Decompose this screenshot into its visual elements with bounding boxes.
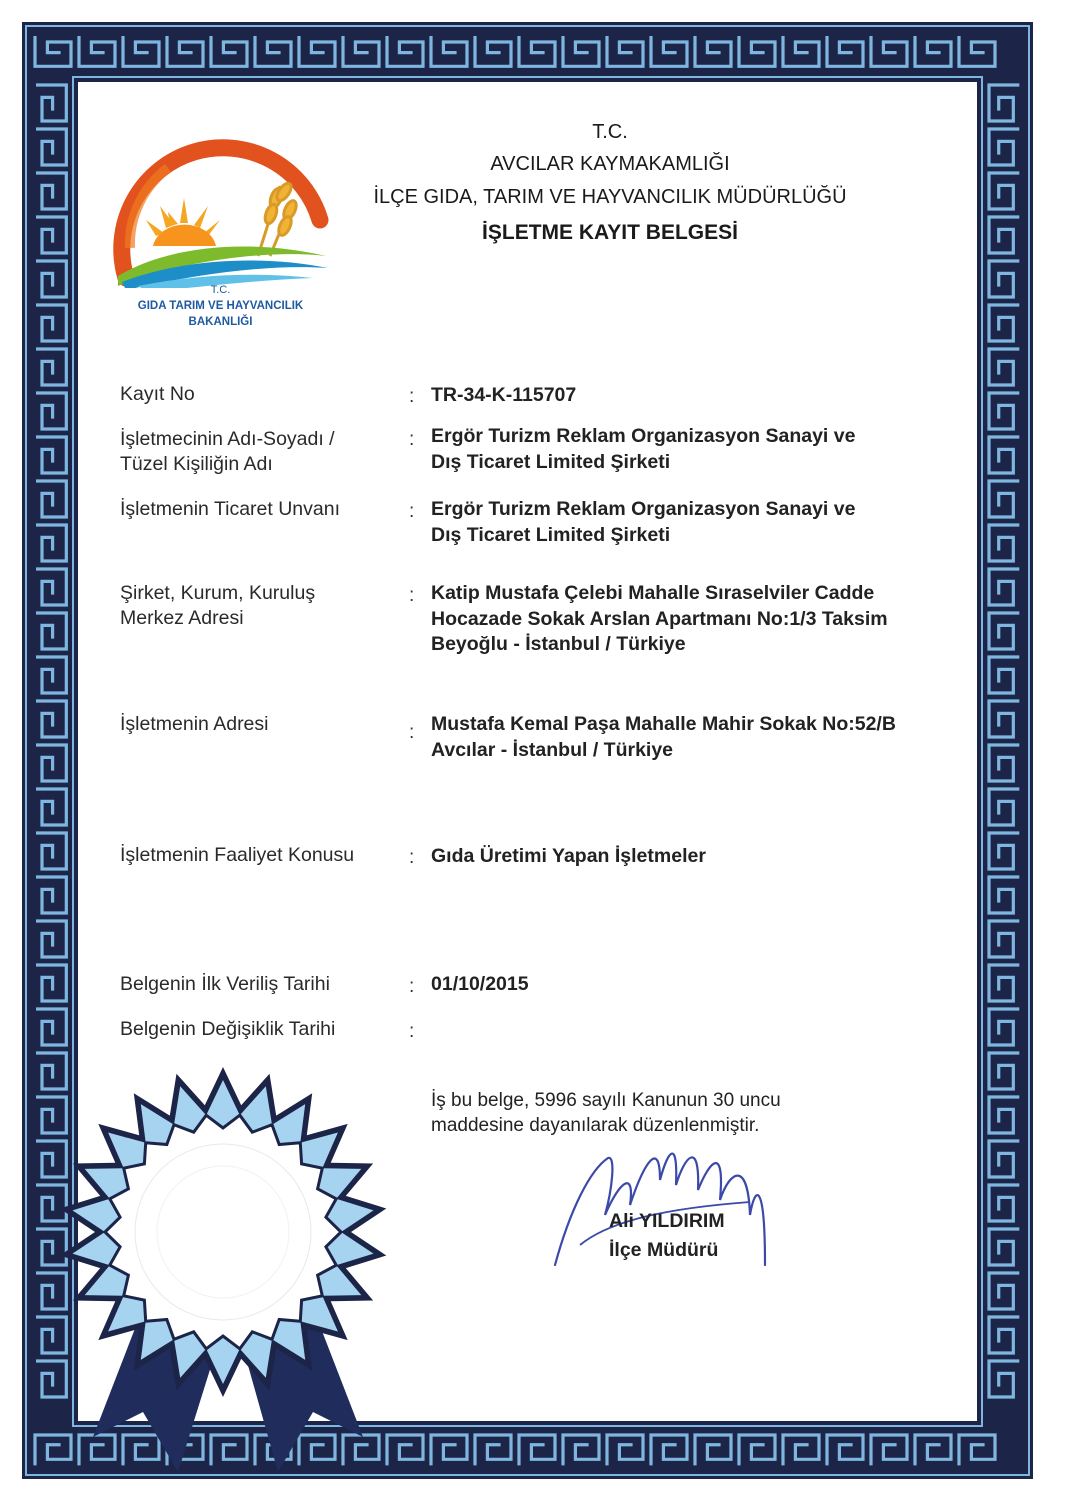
logo-ministry-line2: BAKANLIĞI (188, 316, 253, 328)
field-label-kayit-no: Kayıt No (120, 383, 195, 405)
field-label-operator-name: İşletmecinin Adı-Soyadı / Tüzel Kişiliğin Adı (120, 428, 335, 475)
logo-ministry-line1: GIDA TARIM VE HAYVANCILIK (137, 300, 304, 312)
header-tc: T.C. (592, 121, 628, 143)
field-label-business-address: İşletmenin Adresi (120, 713, 269, 735)
field-value-trade-name: Ergör Turizm Reklam Organizasyon Sanayi ve Dış Ticaret Limited Şirketi (431, 498, 856, 546)
field-colon: : (409, 1021, 415, 1042)
field-colon: : (409, 722, 415, 743)
signatory-title: İlçe Müdürü (609, 1239, 719, 1261)
header-governorship: AVCILAR KAYMAKAMLIĞI (490, 153, 730, 175)
field-colon: : (409, 847, 415, 868)
field-colon: : (409, 386, 415, 407)
signatory-name: Ali YILDIRIM (609, 1210, 725, 1232)
field-label-hq-address: Şirket, Kurum, Kuruluş Merkez Adresi (120, 582, 316, 629)
header-directorate: İLÇE GIDA, TARIM VE HAYVANCILIK MÜDÜRLÜĞÜ (373, 186, 847, 208)
field-colon: : (409, 585, 415, 606)
field-label-activity: İşletmenin Faaliyet Konusu (120, 844, 355, 866)
field-value-activity: Gıda Üretimi Yapan İşletmeler (431, 845, 706, 867)
field-colon: : (409, 501, 415, 522)
field-value-business-address: Mustafa Kemal Paşa Mahalle Mahir Sokak No:52/B Avcılar - İstanbul / Türkiye (431, 713, 896, 761)
field-label-trade-name: İşletmenin Ticaret Unvanı (120, 498, 341, 520)
field-colon: : (409, 976, 415, 997)
field-value-operator-name: Ergör Turizm Reklam Organizasyon Sanayi ve Dış Ticaret Limited Şirketi (431, 425, 856, 473)
document-title: İŞLETME KAYIT BELGESİ (482, 221, 738, 244)
field-value-first-issue-date: 01/10/2015 (431, 973, 529, 995)
field-label-first-issue-date: Belgenin İlk Veriliş Tarihi (120, 973, 330, 995)
field-value-kayit-no: TR-34-K-115707 (431, 384, 577, 406)
field-colon: : (409, 429, 415, 450)
field-value-hq-address: Katip Mustafa Çelebi Mahalle Sıraselviler Cadde Hocazade Sokak Arslan Apartmanı No:1/3 Taksim Beyoğlu - İstanbul / Türkiye (431, 582, 888, 655)
rosette-seal (58, 1052, 388, 1492)
field-label-modification-date: Belgenin Değişiklik Tarihi (120, 1018, 336, 1040)
logo-tc: T.C. (210, 284, 231, 296)
legal-basis-note: İş bu belge, 5996 sayılı Kanunun 30 uncu maddesine dayanılarak düzenlenmiştir. (431, 1090, 781, 1136)
